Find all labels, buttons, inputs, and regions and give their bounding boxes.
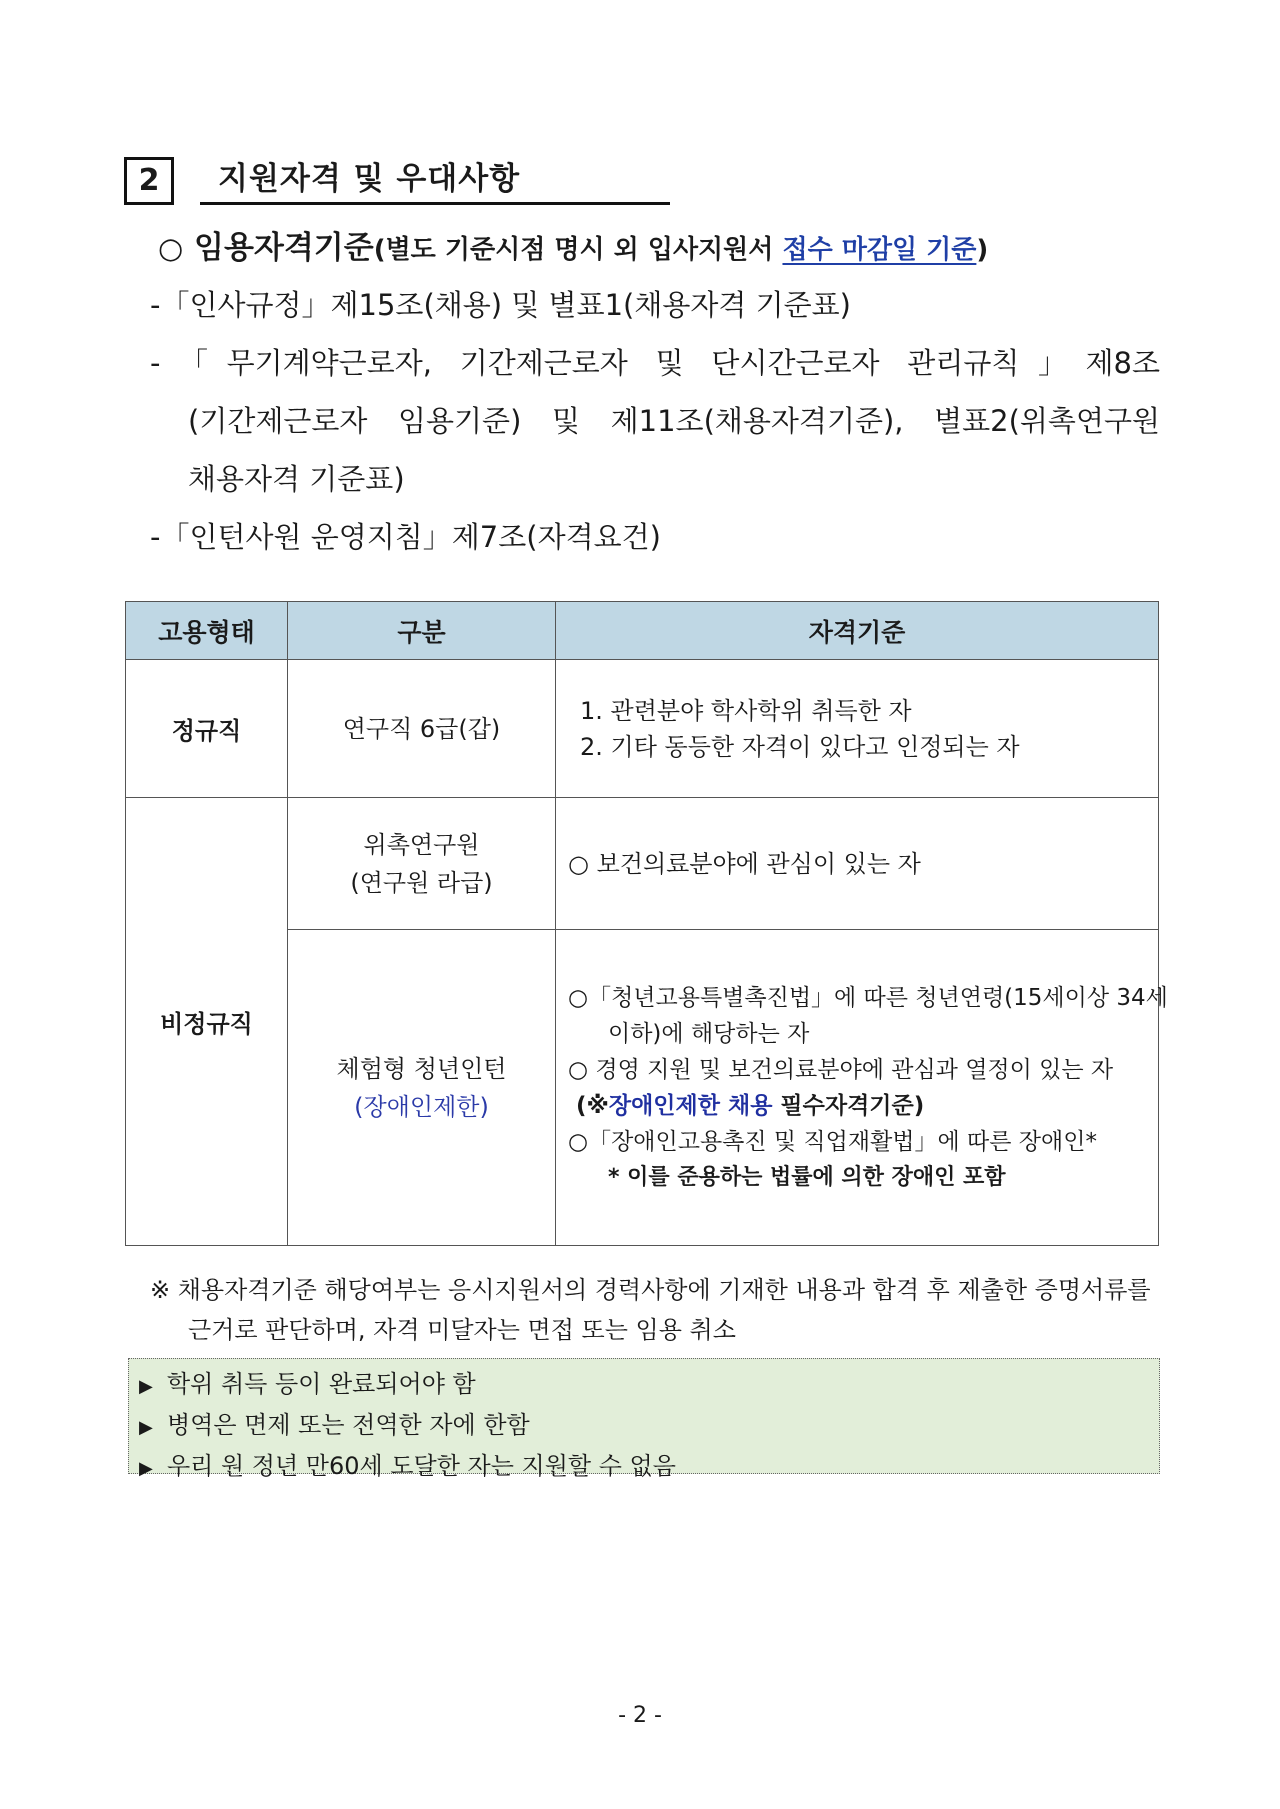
- criteria-intern-4-rest: 필수자격기준): [772, 1092, 925, 1119]
- division-regular: 연구직 6급(갑): [288, 660, 556, 798]
- rule-line-4: 채용자격 기준표): [188, 462, 405, 496]
- requirement-3: 우리 원 정년 만60세 도달한 자는 지원할 수 없음: [167, 1452, 676, 1480]
- division-intern: [288, 930, 556, 1246]
- header-employment-type: 고용형태: [126, 602, 288, 660]
- requirements-box: [128, 1358, 1160, 1480]
- requirement-1: 학위 취득 등이 완료되어야 함: [167, 1370, 476, 1398]
- triangle-bullet-icon: ▶: [139, 1458, 153, 1479]
- circle-bullet: ○: [158, 231, 184, 265]
- division-research-line2: (연구원 라급): [350, 868, 493, 897]
- criteria-regular: [556, 660, 1159, 798]
- triangle-bullet-icon: ▶: [139, 1417, 153, 1438]
- criteria-intern-4-open: (※: [576, 1092, 609, 1119]
- criteria-heading: [158, 228, 988, 270]
- criteria-intern-1: ○「청년고용특별촉진법」에 따른 청년연령(15세이상 34세: [568, 984, 1168, 1011]
- table-row: [126, 660, 1159, 798]
- list-item: [139, 1447, 1159, 1488]
- division-intern-line2: (장애인제한): [354, 1092, 489, 1121]
- section-title: 지원자격 및 우대사항: [200, 157, 670, 205]
- note-line-1: ※ 채용자격기준 해당여부는 응시지원서의 경력사항에 기재한 내용과 합격 후 제출한 증명서류를: [150, 1276, 1151, 1304]
- requirement-2: 병역은 면제 또는 전역한 자에 한함: [167, 1411, 530, 1439]
- rule-line-1: -「인사규정」제15조(채용) 및 별표1(채용자격 기준표): [150, 288, 851, 322]
- triangle-bullet-icon: ▶: [139, 1376, 153, 1397]
- section-number: 2: [124, 157, 174, 205]
- rule-line-3: (기간제근로자 임용기준) 및 제11조(채용자격기준), 별표2(위촉연구원: [188, 404, 1160, 438]
- criteria-regular-1: 1. 관련분야 학사학위 취득한 자: [580, 696, 912, 725]
- type-nonregular: 비정규직: [126, 798, 288, 1246]
- criteria-intern-3: ○ 경영 지원 및 보건의료분야에 관심과 열정이 있는 자: [568, 1056, 1114, 1083]
- list-item: [139, 1406, 1159, 1447]
- criteria-heading-title: 임용자격기준: [194, 230, 374, 266]
- division-intern-line1: 체험형 청년인턴: [336, 1054, 507, 1083]
- criteria-research-text: ○ 보건의료분야에 관심이 있는 자: [568, 849, 921, 878]
- criteria-intern-4: [568, 1088, 1158, 1124]
- criteria-intern-2: 이하)에 해당하는 자: [608, 1020, 810, 1047]
- rule-line-2: -「무기계약근로자, 기간제근로자 및 단시간근로자 관리규칙」제8조: [150, 346, 1160, 380]
- criteria-table: [125, 601, 1168, 1246]
- criteria-heading-paren: (별도 기준시점 명시 외 입사지원서: [373, 235, 783, 265]
- criteria-heading-underline: 접수 마감일 기준: [782, 235, 977, 265]
- header-division: 구분: [288, 602, 556, 660]
- note-line-2: 근거로 판단하며, 자격 미달자는 면접 또는 임용 취소: [188, 1316, 736, 1344]
- criteria-intern-5: ○「장애인고용촉진 및 직업재활법」에 따른 장애인*: [568, 1128, 1097, 1155]
- list-item: [139, 1365, 1159, 1406]
- note: [150, 1270, 1168, 1350]
- criteria-research: [556, 798, 1159, 930]
- section-header: [124, 157, 674, 209]
- division-research-line1: 위촉연구원: [363, 830, 480, 859]
- rule-line-5: -「인턴사원 운영지침」제7조(자격요건): [150, 520, 661, 554]
- criteria-heading-close: ): [976, 235, 989, 265]
- type-regular: 정규직: [126, 660, 288, 798]
- header-criteria: 자격기준: [556, 602, 1159, 660]
- table-row: [126, 798, 1159, 930]
- page-number: - 2 -: [618, 1703, 662, 1728]
- criteria-intern-6: * 이를 준용하는 법률에 의한 장애인 포함: [608, 1164, 1006, 1190]
- criteria-regular-2: 2. 기타 동등한 자격이 있다고 인정되는 자: [580, 732, 1020, 761]
- criteria-intern: [556, 930, 1168, 1246]
- table-header-row: [126, 602, 1159, 660]
- criteria-intern-4-blue: 장애인제한 채용: [608, 1092, 773, 1119]
- division-research: [288, 798, 556, 930]
